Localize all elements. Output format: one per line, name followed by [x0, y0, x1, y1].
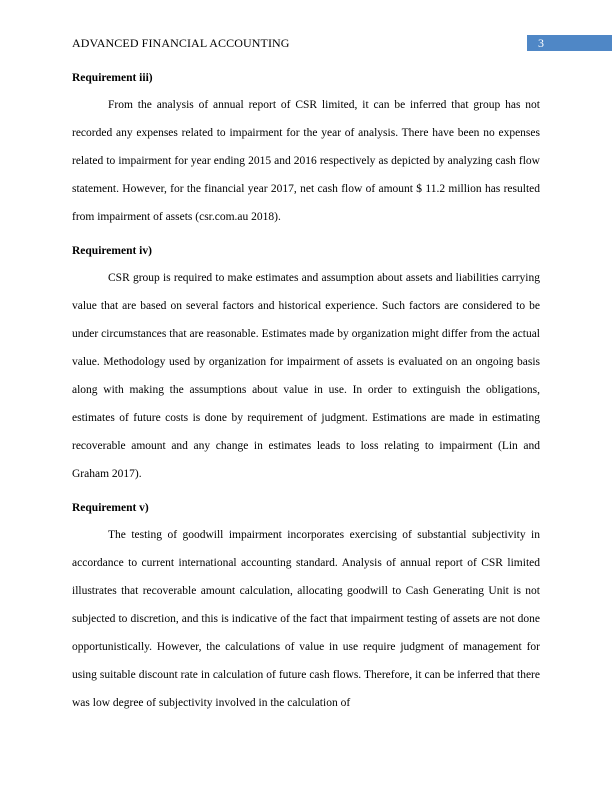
section-heading: Requirement v): [72, 502, 149, 514]
section-paragraph: CSR group is required to make estimates and assumption about assets and liabilities carrying value that are based on several factors and historical experience. Such factors are considered to be under circumstances that are reasonable. Estimates made by organization might differ from the actual value. Methodology used by organization for impairment of assets is evaluated on an ongoing basis along with making the assumptions about value in use. In order to extinguish the obligations, estimates of future costs is done by requirement of judgment. Estimations are made in estimating recoverable amount and any change in estimates leads to loss relating to impairment (Lin and Graham 2017).: [72, 272, 540, 480]
page-number: 3: [538, 36, 544, 50]
section-requirement-iv: [72, 241, 540, 488]
section-paragraph: The testing of goodwill impairment incorporates exercising of substantial subjectivity in accordance to current international accounting standard. Analysis of annual report of CSR limited illustrates that recoverable amount calculation, allocating goodwill to Cash Generating Unit is not subjected to discretion, and this is indicative of the fact that impairment testing of assets are not done opportunistically. However, the calculations of value in use require judgment of management for using suitable discount rate in calculation of future cash flows. Therefore, it can be inferred that there was low degree of subjectivity involved in the calculation of: [72, 529, 540, 709]
section-paragraph: From the analysis of annual report of CSR limited, it can be inferred that group has not recorded any expenses related to impairment for the year of analysis. There have been no expenses related to impairment for year ending 2015 and 2016 respectively as depicted by analyzing cash flow statement. However, for the financial year 2017, net cash flow of amount $ 11.2 million has resulted from impairment of assets (csr.com.au 2018).: [72, 99, 540, 223]
section-heading: Requirement iii): [72, 72, 153, 84]
section-heading: Requirement iv): [72, 245, 152, 257]
page-number-bar: [527, 35, 612, 51]
section-requirement-iii: [72, 68, 540, 231]
document-body: [72, 68, 540, 717]
running-header-title: ADVANCED FINANCIAL ACCOUNTING: [72, 36, 290, 50]
section-requirement-v: [72, 498, 540, 717]
